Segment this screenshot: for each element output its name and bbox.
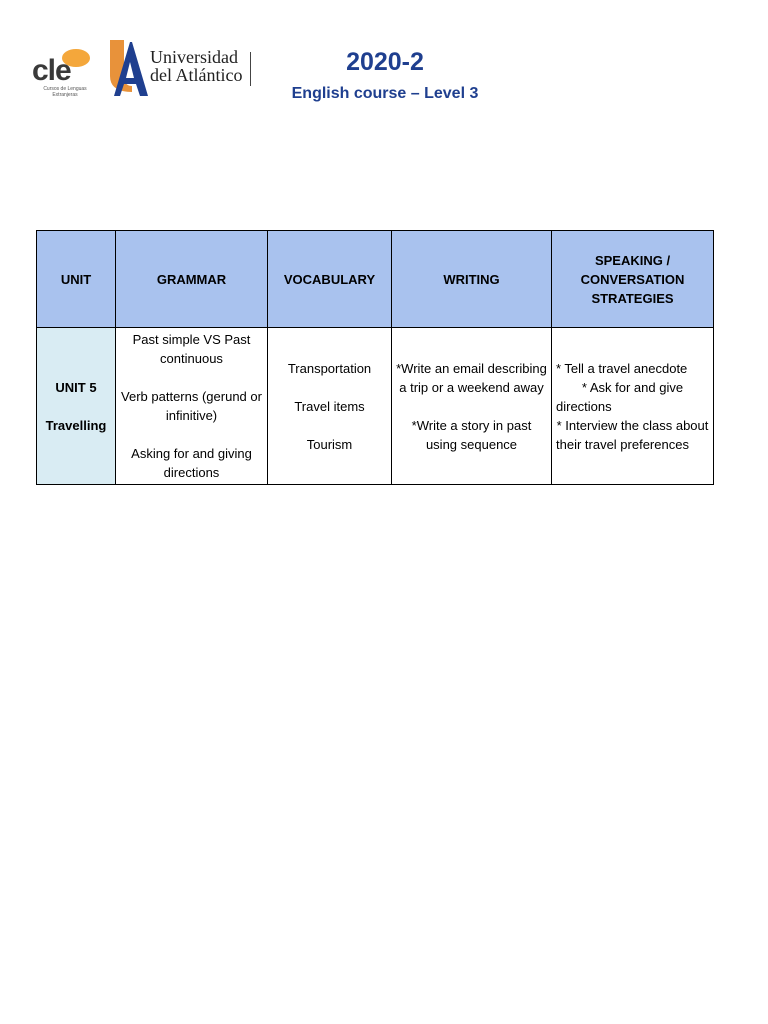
vocabulary-cell [268,328,392,485]
cle-logo-subtext: Cursos de Lenguas Extranjeras [43,86,87,98]
course-units-table [36,230,714,485]
header-writing: WRITING [392,231,552,328]
unit-title: Travelling [45,417,107,433]
writing-item: *Write a story in past using sequence [411,417,532,452]
speaking-cell [552,328,714,485]
university-name-line2: del Atlántico [150,65,243,85]
header-unit: UNIT [37,231,116,328]
cle-logo-text: cle [32,54,71,87]
unit-number: UNIT 5 [55,379,97,395]
vocabulary-item: Transportation [287,360,372,376]
table-header-row [37,231,714,328]
speaking-item: * Interview the class about their travel preferences [556,417,709,452]
grammar-item: Asking for and giving directions [131,446,252,480]
vocabulary-item: Tourism [306,436,353,452]
page-header [0,0,768,120]
header-vocabulary: VOCABULARY [268,231,392,328]
grammar-item: Past simple VS Past continuous [132,332,251,366]
university-name-line1: Universidad [150,47,238,67]
universidad-logo-emblem [106,38,152,100]
writing-cell [392,328,552,485]
header-grammar: GRAMMAR [116,231,268,328]
page-title: 2020-2 [346,48,424,76]
speaking-item: * Tell a travel anecdote [556,360,688,376]
vocabulary-item: Travel items [294,398,365,414]
speaking-item: * Ask for and give directions [556,379,684,414]
writing-item: *Write an email describing a trip or a weekend away [396,360,547,395]
header-speaking: SPEAKING / CONVERSATION STRATEGIES [552,231,714,328]
grammar-cell [116,328,268,485]
grammar-item: Verb patterns (gerund or infinitive) [121,389,262,423]
unit-cell [37,328,116,485]
university-name [150,48,242,84]
table-row [37,328,714,485]
page-subtitle: English course – Level 3 [291,85,479,102]
